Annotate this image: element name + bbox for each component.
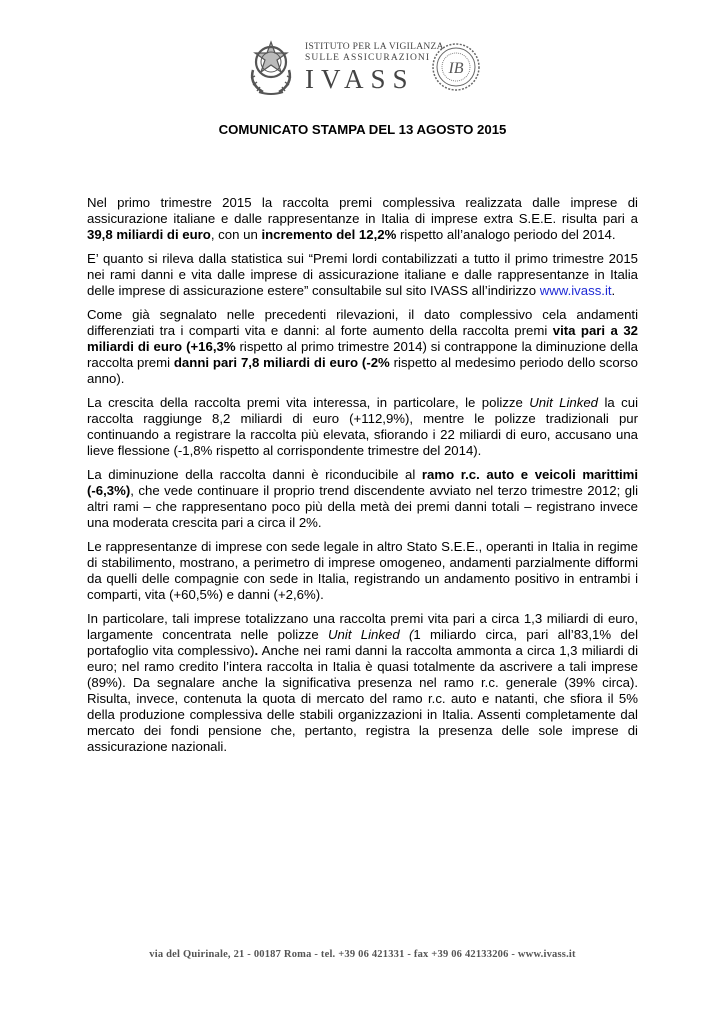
bank-of-italy-seal-icon: [431, 42, 481, 92]
paragraph-4: La crescita della raccolta premi vita interessa, in particolare, le polizze Unit Linked la cui raccolta raggiunge 8,2 miliardi di euro (+112,9%), mentre le polizze tradizionali pur continuando a registrare la raccolta più elevata, sfiorando i 22 miliardi di euro, accusano una lieve flessione (-1,8% rispetto al corrispondente trimestre del 2014).: [87, 394, 638, 459]
letterhead: [245, 38, 485, 100]
paragraph-6: Le rappresentanze di imprese con sede legale in altro Stato S.E.E., operanti in Italia in regime di stabilimento, mostrano, a perimetro di imprese omogeneo, andamenti parzialmente difformi da quelli delle compagnie con sede in Italia, registrando un andamento positivo in entrambi i comparti, vita (+60,5%) e danni (+2,6%).: [87, 538, 638, 603]
italian-republic-emblem-icon: [245, 38, 297, 98]
paragraph-1: Nel primo trimestre 2015 la raccolta premi complessiva realizzata dalle imprese di assicurazione italiane e dalle rappresentanze in Italia di imprese extra S.E.E. risulta pari a 39,8 miliardi di euro, con un incremento del 12,2% rispetto all’analogo periodo del 2014.: [87, 195, 638, 243]
paragraph-3: Come già segnalato nelle precedenti rilevazioni, il dato complessivo cela andamenti differenziati tra i comparti vita e danni: al forte aumento della raccolta premi vita pari a 32 miliardi di euro (+16,3% rispetto al primo trimestre 2014) si contrappone la diminuzione della raccolta premi danni pari 7,8 miliardi di euro (-2% rispetto al medesimo periodo dello scorso anno).: [87, 306, 638, 387]
institute-name-line2: SULLE ASSICURAZIONI: [305, 53, 431, 63]
document-body: [87, 195, 638, 763]
seal-monogram: IB: [448, 60, 464, 77]
ivass-website-link[interactable]: www.ivass.it: [539, 283, 612, 299]
institute-name-line1: ISTITUTO PER LA VIGILANZA: [305, 42, 444, 52]
brand-name: IVASS: [305, 64, 415, 94]
paragraph-7: In particolare, tali imprese totalizzano una raccolta premi vita pari a circa 1,3 miliardi di euro, largamente concentrata nelle polizze Unit Linked (1 miliardo circa, pari all’83,1% del portafoglio vita complessivo). Anche nei rami danni la raccolta ammonta a circa 1,3 miliardi di euro; nel ramo credito l’intera raccolta in Italia è quasi totalmente da ascrivere a tali imprese (89%). Da segnalare anche la significativa presenza nel ramo r.c. generale (39% circa). Risulta, invece, contenuta la quota di mercato del ramo r.c. auto e natanti, che sfiora il 5% della produzione complessiva delle stabili organizzazioni in Italia. Assenti completamente dal mercato dei fondi pensione che, pertanto, registra la presenza delle sole imprese di assicurazione nazionali.: [87, 610, 638, 755]
footer-address: via del Quirinale, 21 - 00187 Roma - tel. +39 06 421331 - fax +39 06 42133206 - www.ivass.it: [149, 949, 576, 960]
logo-text: [305, 42, 444, 95]
paragraph-2: E’ quanto si rileva dalla statistica sui “Premi lordi contabilizzati a tutto il primo trimestre 2015 nei rami danni e vita dalle imprese di assicurazione italiane e dalle rappresentanze in Italia delle imprese di assicurazione estere” consultabile sul sito IVASS all’indirizzo www.ivass.it.: [87, 250, 638, 299]
press-release-title: COMUNICATO STAMPA DEL 13 AGOSTO 2015: [218, 122, 507, 137]
paragraph-5: La diminuzione della raccolta danni è riconducibile al ramo r.c. auto e veicoli marittimi (-6,3%), che vede continuare il proprio trend discendente avviato nel terzo trimestre 2012; gli altri rami – che rappresentano poco più della metà dei premi danni totali – registrano invece una moderata crescita pari a circa il 2%.: [87, 466, 639, 531]
